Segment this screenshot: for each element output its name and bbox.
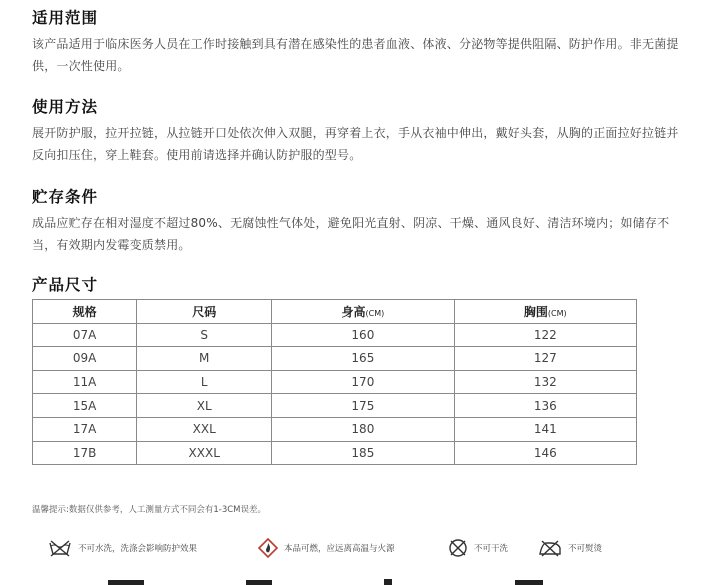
usage-method-title: 使用方法 [32,98,99,116]
cell-chest: 141 [454,417,636,441]
table-row [33,347,637,371]
usage-scope-text: 该产品适用于临床医务人员在工作时接触到具有潜在感染性的患者血液、体液、分泌物等提供阻隔、防护作用。非无菌提供，一次性使用。 [32,37,679,73]
header-height: 身高(CM) [272,300,454,324]
size-section-header [32,273,682,300]
cell-size: XXL [137,417,272,441]
cell-size: XL [137,394,272,418]
care-text-no-wash: 不可水洗，洗涤会影响防护效果 [78,544,198,554]
measurement-note: 温馨提示:数据仅供参考，人工测量方式不同会有1-3CM误差。 [32,505,267,515]
cell-size: L [137,370,272,394]
care-text-no-dry-clean: 不可干洗 [474,544,509,554]
cell-height: 185 [272,441,454,465]
cell-spec: 11A [33,370,137,394]
cell-size: XXXL [137,441,272,465]
cell-chest: 127 [454,347,636,371]
usage-scope-title: 适用范围 [32,9,99,27]
size-table [32,299,637,465]
cropped-bottom-marks [0,576,702,585]
cell-spec: 17A [33,417,137,441]
care-labels [48,536,688,560]
cell-chest: 132 [454,370,636,394]
cell-spec: 15A [33,394,137,418]
cell-height: 160 [272,323,454,347]
cell-chest: 146 [454,441,636,465]
table-row [33,441,637,465]
size-table-header-row [33,300,637,324]
no-iron-icon [538,539,562,557]
cell-height: 165 [272,347,454,371]
table-row [33,323,637,347]
care-item-no-iron [538,539,658,557]
header-spec: 规格 [33,300,137,324]
care-text-flammable: 本品可燃，应远离高温与火源 [284,544,395,554]
no-dry-clean-icon [448,538,468,558]
header-size: 尺码 [137,300,272,324]
storage-section [32,185,682,256]
cell-height: 180 [272,417,454,441]
no-wash-icon [48,539,72,557]
cell-spec: 09A [33,347,137,371]
cell-spec: 17B [33,441,137,465]
storage-text: 成品应贮存在相对湿度不超过80%、无腐蚀性气体处，避免阳光直射、阴凉、干燥、通风良好、清洁环境内；如储存不当，有效期内发霉变质禁用。 [32,216,670,252]
table-row [33,417,637,441]
cell-size: M [137,347,272,371]
cell-chest: 136 [454,394,636,418]
storage-title: 贮存条件 [32,188,99,206]
usage-method-section [32,95,682,166]
usage-method-text: 展开防护服，拉开拉链，从拉链开口处依次伸入双腿，再穿着上衣，手从衣袖中伸出，戴好头套，从胸的正面拉好拉链并反向扣压住，穿上鞋套。使用前请选择并确认防护服的型号。 [32,126,679,162]
cell-spec: 07A [33,323,137,347]
care-text-no-iron: 不可熨烫 [568,544,603,554]
header-chest: 胸围(CM) [454,300,636,324]
table-row [33,370,637,394]
table-row [33,394,637,418]
cell-size: S [137,323,272,347]
cell-height: 170 [272,370,454,394]
usage-scope-section [32,6,682,77]
size-table-title: 产品尺寸 [32,276,99,294]
cell-chest: 122 [454,323,636,347]
care-item-no-dry-clean [448,538,538,558]
care-item-no-wash [48,539,258,557]
flammable-icon [258,538,278,558]
care-item-flammable [258,538,448,558]
cell-height: 175 [272,394,454,418]
